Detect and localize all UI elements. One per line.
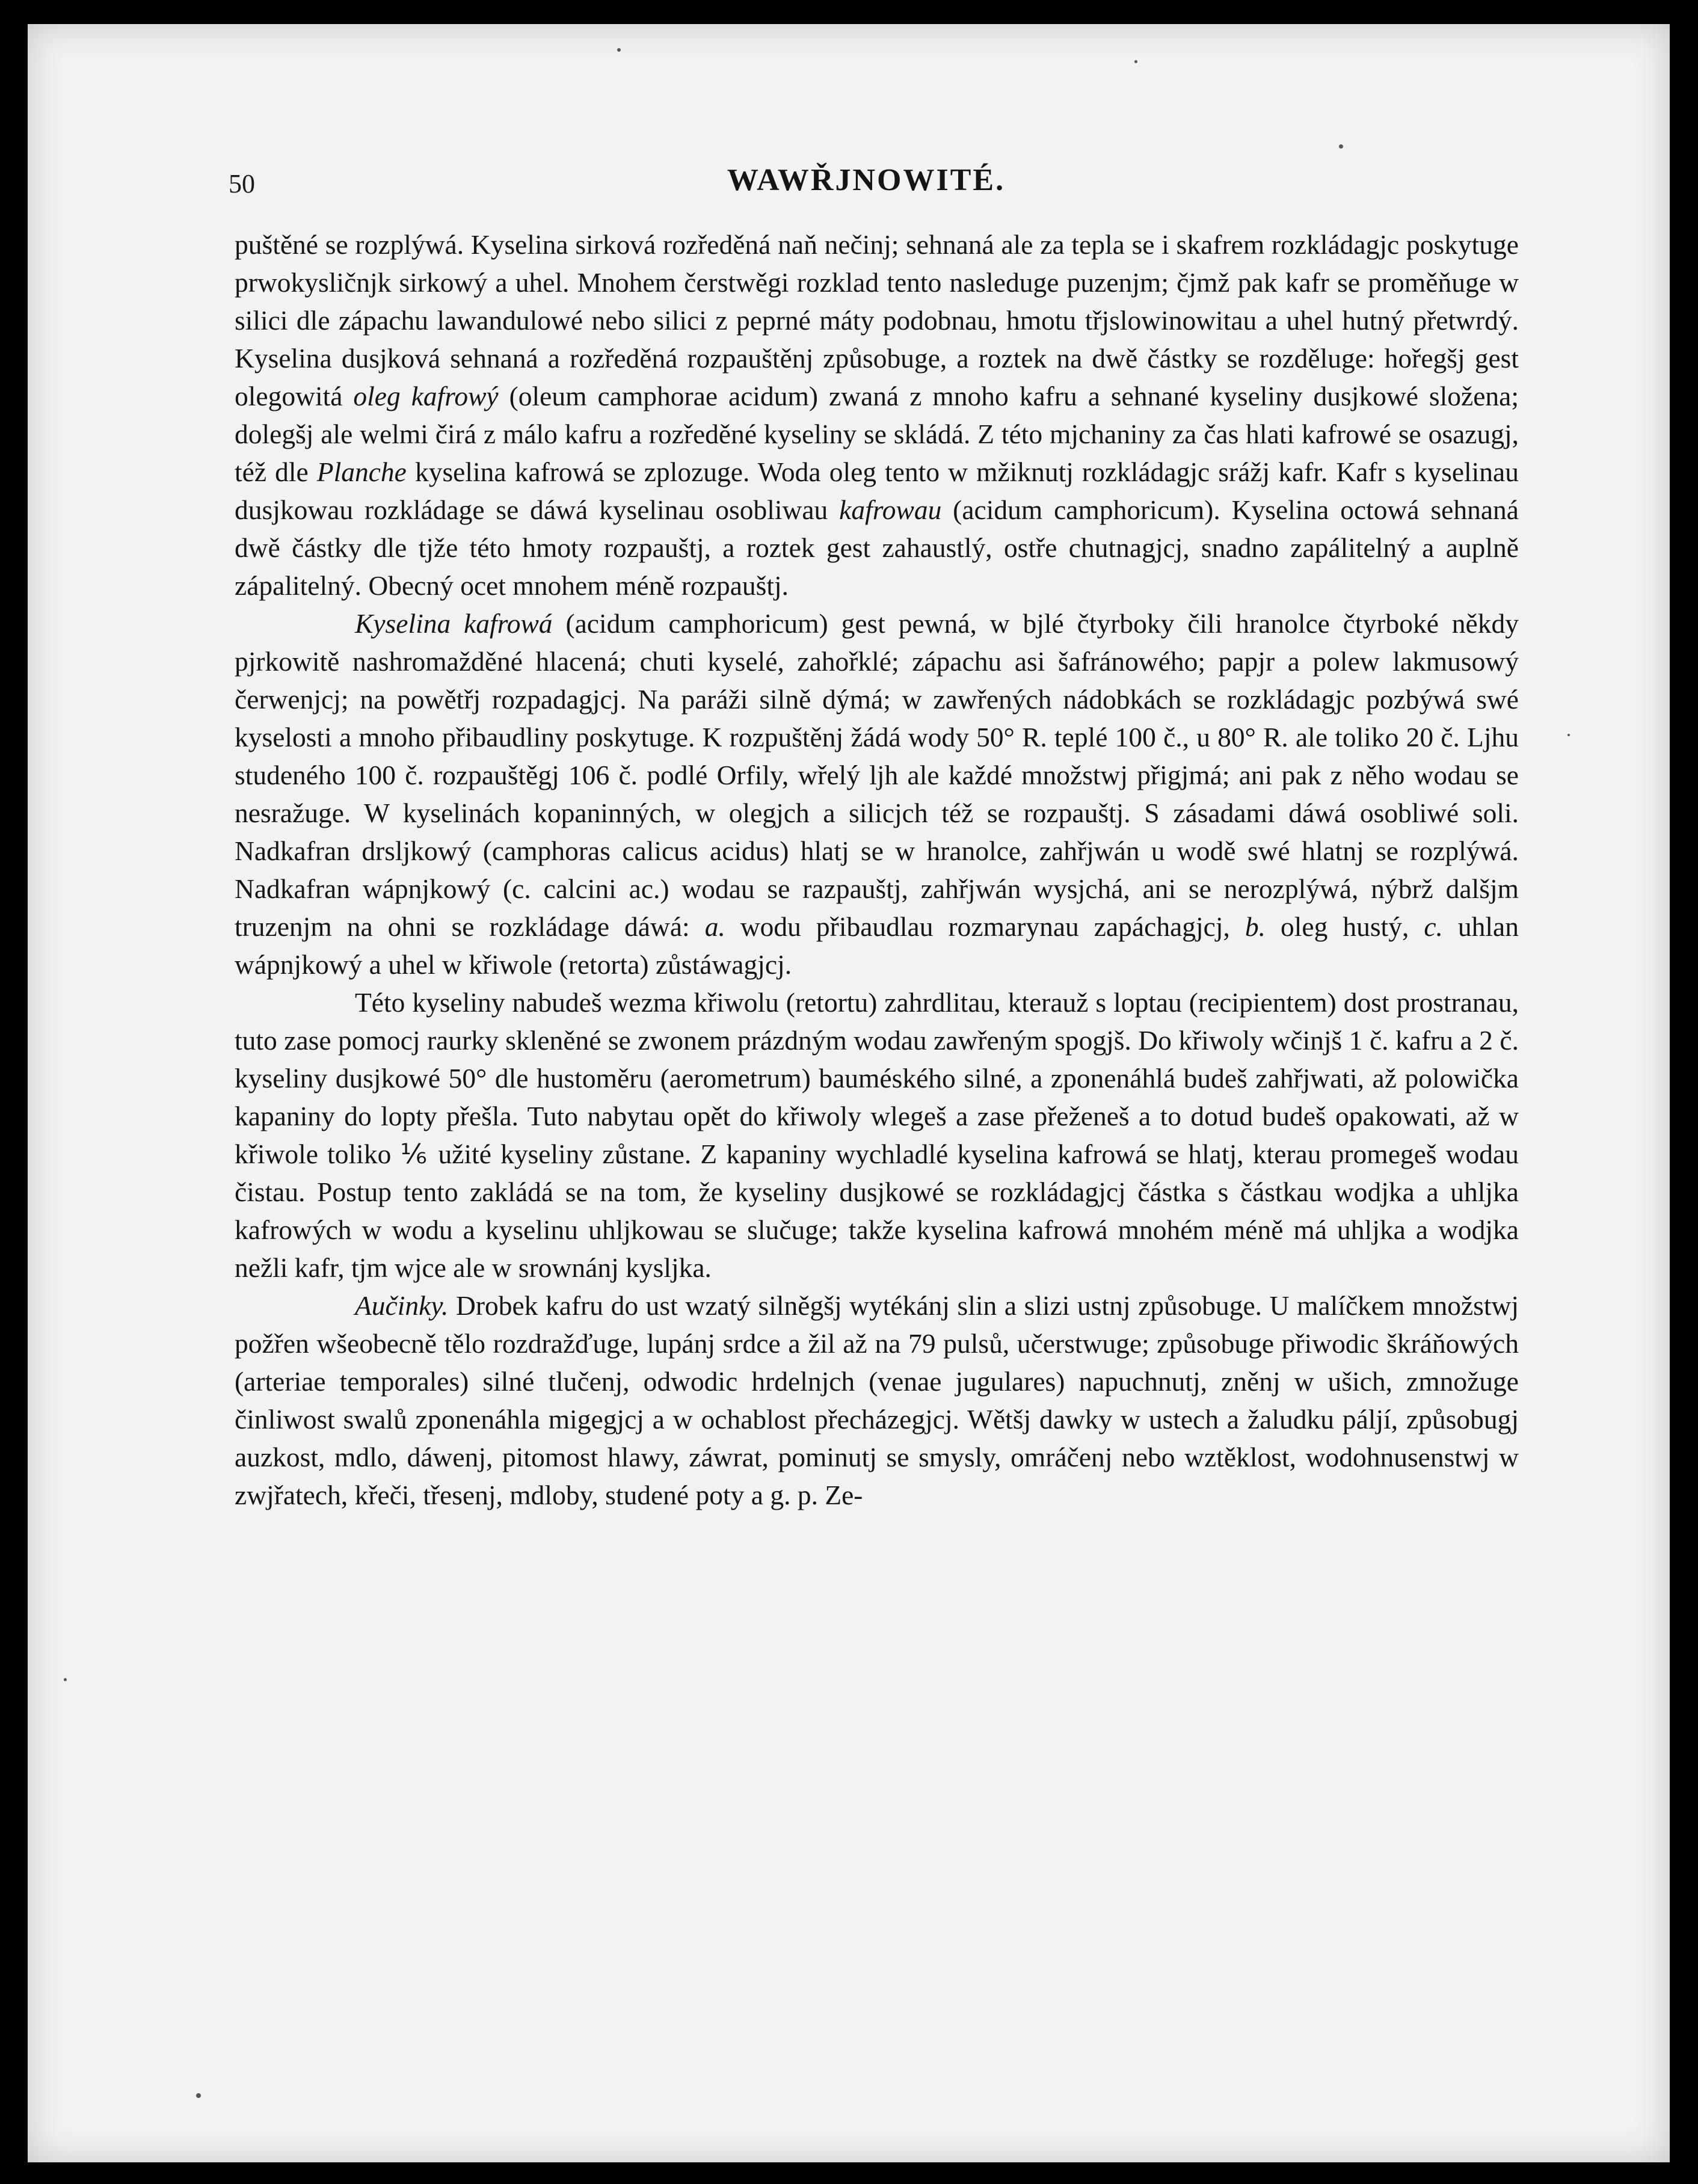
italic-term: Aučinky. xyxy=(355,1290,449,1321)
page-number: 50 xyxy=(229,169,255,198)
paragraph xyxy=(235,604,1519,983)
text-run: oleg hustý, xyxy=(1266,911,1424,942)
print-speck xyxy=(1134,60,1137,63)
text-run: uhlan wápnjkowý a uhel w křiwole (retorta) zůstáwagjcj. xyxy=(235,911,1519,980)
italic-term: c. xyxy=(1424,911,1443,942)
body-text xyxy=(235,226,1519,1514)
text-run: wodu přibaudlau rozmarynau zapáchagjcj, xyxy=(725,911,1245,942)
text-run: puštěné se rozplýwá. Kyselina sirková rozředěná naň nečinj; sehnaná ale za tepla se i skafrem rozkládagjc poskytuge prwokysličnjk sirkowý a uhel. Mnohem čerstwěgi rozklad tento nasleduge puzenjm; čjmž pak kafr se proměňuge w silici dle zápachu lawandulowé nebo silici z peprné máty podobnau, hmotu třjslowinowitau a uhel hutný přetwrdý. Kyselina dusjková sehnaná a rozředěná rozpauštěnj způsobuge, a roztek na dwě částky se rozděluge: hořegšj gest olegowitá xyxy=(235,229,1519,411)
italic-term: Planche xyxy=(316,457,407,487)
italic-term: b. xyxy=(1244,911,1266,942)
paragraph xyxy=(235,226,1519,604)
text-run: kyselina kafrowá se zplozuge. Woda oleg tento w mžiknutj rozkládagjc srážj kafr. Kafr s kyselinau dusjkowau rozkládage se dáwá kyselinau osobliwau xyxy=(235,457,1519,525)
text-run: Této kyseliny nabudeš wezma křiwolu (retortu) zahrdlitau, kterauž s loptau (recipientem) dost prostranau, tuto zase pomocj raurky skleněné se zwonem prázdným wodau zawřeným spogjš. Do křiwoly wčinjš 1 č. kafru a 2 č. kyseliny dusjkowé 50° dle hustoměru (aerometrum) bauméského silné, a zponenáhlá budeš zahřjwati, až polowička kapaniny do lopty přešla. Tuto nabytau opět do křiwoly wlegeš a zase přeženeš a to dotud budeš opakowati, až w křiwole toliko ⅙ užité kyseliny zůstane. Z kapaniny wychladlé kyselina kafrowá se hlatj, kterau promegeš wodau čistau. Postup tento zakládá se na tom, že kyseliny dusjkowé se rozkládagjcj částka s částkau wodjka a uhljka kafrowých w wodu a kyselinu uhljkowau se slučuge; takže kyselina kafrowá mnohém méně má uhljka a wodjka nežli kafr, tjm wjce ale w srownánj kysljka. xyxy=(235,987,1519,1283)
print-speck xyxy=(64,1678,67,1681)
print-speck xyxy=(617,48,621,52)
text-run: (oleum camphorae acidum) zwaná z mnoho kafru a sehnané kyseliny dusjkowé složena; dolegšj ale welmi čirá z málo kafru a rozředěné kyseliny se skládá. Z této mjchaniny za čas hlati kafrowé se osazugj, též dle xyxy=(235,381,1519,487)
text-run: (acidum camphoricum). Kyselina octowá sehnaná dwě částky dle tjže této hmoty rozpauštj, a roztek gest zahaustlý, ostře chutnagjcj, snadno zapálitelný a auplně zápalitelný. Obecný ocet mnohem méně rozpauštj. xyxy=(235,494,1519,601)
text-run: (acidum camphoricum) gest pewná, w bjlé čtyrboky čili hranolce čtyrboké někdy pjrkowitě nashromažděné hlacená; chuti kyselé, zahořklé; zápachu asi šafránowého; papjr a polew lakmusowý čerwenjcj; na powětřj rozpadagjcj. Na paráži silně dýmá; w zawřených nádobkách se rozkládagjc pozbýwá swé kyselosti a mnoho přibaudliny poskytuge. K rozpuštěnj žádá wody 50° R. teplé 100 č., u 80° R. ale toliko 20 č. Ljhu studeného 100 č. rozpauštěgj 106 č. podlé Orfily, wřelý ljh ale každé množstwj přigjmá; ani pak z něho wodau se nesražuge. W kyselinách kopaninných, w olegjch a silicjch též se rozpauštj. S zásadami dáwá osobliwé soli. Nadkafran drsljkowý (camphoras calicus acidus) hlatj se w hranolce, zahřjwán u wodě swé hlatnj se rozplýwá. Nadkafran wápnjkowý (c. calcini ac.) wodau se razpauštj, zahřjwán wysjchá, ani se nerozplýwá, nýbrž dalšjm truzenjm na ohni se rozkládage dáwá: xyxy=(235,608,1519,942)
running-title: WAWŘJNOWITÉ. xyxy=(727,163,1006,197)
italic-term: a. xyxy=(704,911,725,942)
paragraph xyxy=(235,983,1519,1287)
text-run: Drobek kafru do ust wzatý silněgšj wytékánj slin a slizi ustnj způsobuge. U malíčkem množstwj požřen wšeobecně tělo rozdražďuge, lupánj srdce a žil až na 79 pulsů, učerstwuge; způsobuge přiwodic škráňowých (arteriae temporales) silné tlučenj, odwodic hrdelnjch (venae jugulares) napuchnutj, zněnj w ušich, zmnožuge činliwost swalů zponenáhla migegjcj a w ochablost přecházegjcj. Wětšj dawky w ustech a žaludku páljí, způsobugj auzkost, mdlo, dáwenj, pitomost hlawy, záwrat, pominutj se smysly, omráčenj nebo wztěklost, wodohnusenstwj w zwjřatech, křeči, třesenj, mdloby, studené poty a g. p. Ze- xyxy=(235,1290,1519,1510)
print-speck xyxy=(196,2093,201,2098)
page-header xyxy=(205,138,1528,198)
italic-term: Kyselina kafrowá xyxy=(355,608,553,639)
print-speck xyxy=(1567,734,1570,736)
italic-term: oleg kafrowý xyxy=(353,381,499,411)
italic-term: kafrowau xyxy=(839,494,942,525)
paragraph xyxy=(235,1287,1519,1514)
